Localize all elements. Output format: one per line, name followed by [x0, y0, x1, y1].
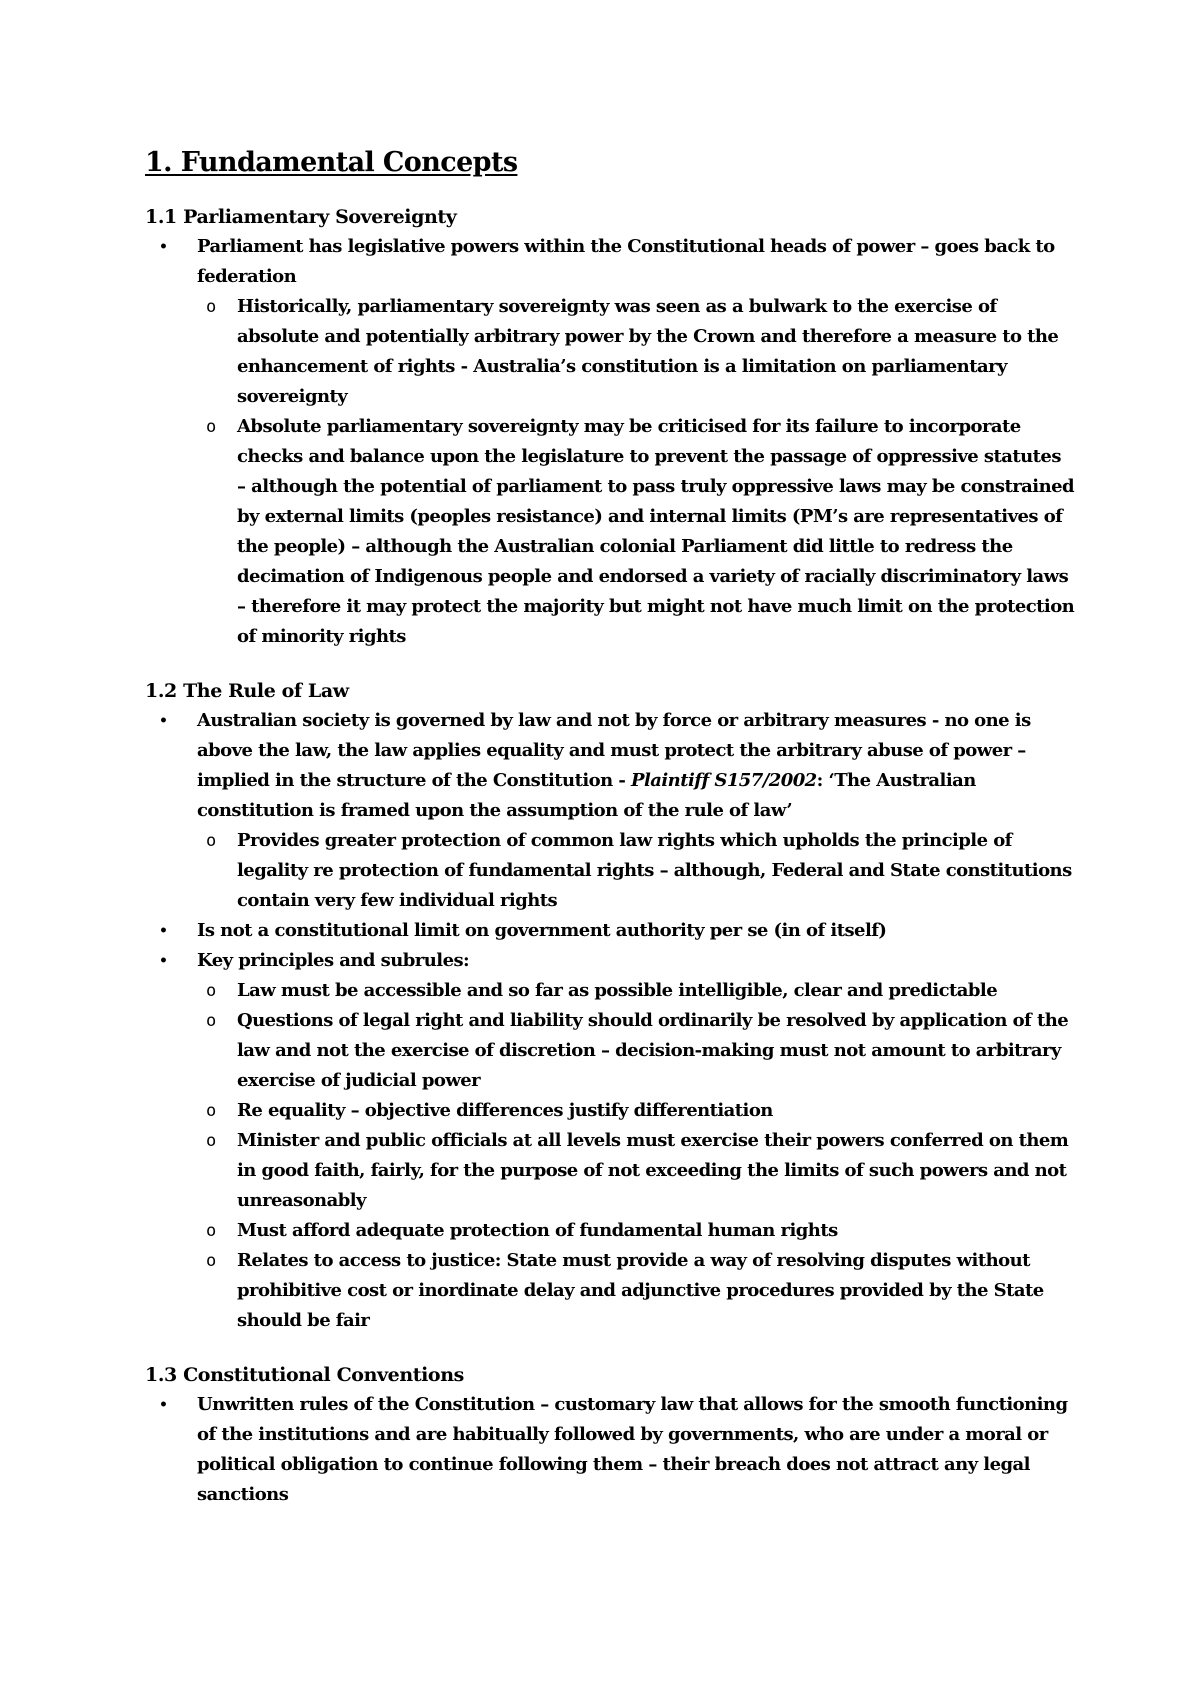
sub-text: Questions of legal right and liability should ordinarily be resolved by application of the law and not the exercise of discretion – decision-making must not amount to arbitrary exercise of judicial power: [237, 1010, 1069, 1091]
sub-item: [197, 1096, 1075, 1126]
sub-list: [197, 292, 1075, 652]
section-parliamentary-sovereignty: [145, 202, 1075, 652]
bullet-text: Key principles and subrules:: [197, 950, 470, 971]
section-heading: 1.1 Parliamentary Sovereignty: [145, 206, 457, 228]
document-title: 1. Fundamental Concepts: [145, 147, 518, 178]
sub-marker: o: [206, 1221, 216, 1241]
section-constitutional-conventions: [145, 1360, 1075, 1510]
bullet-item: [145, 706, 1075, 916]
sub-text: Historically, parliamentary sovereignty was seen as a bulwark to the exercise of absolute and potentially arbitrary power by the Crown and therefore a measure to the enhancement of rights - Australia’s constitution is a limitation on parliamentary sovereignty: [237, 296, 1059, 407]
sub-text: Relates to access to justice: State must provide a way of resolving disputes without prohibitive cost or inordinate delay and adjunctive procedures provided by the State should be fair: [237, 1250, 1044, 1331]
sub-marker: o: [206, 297, 216, 317]
bullet-text: Is not a constitutional limit on government authority per se (in of itself): [197, 920, 887, 941]
bullet-list: [145, 1390, 1075, 1510]
section-rule-of-law: [145, 676, 1075, 1336]
bullet-item: [145, 232, 1075, 652]
bullet-list: [145, 232, 1075, 652]
sub-list: [197, 976, 1075, 1336]
sub-marker: o: [206, 831, 216, 851]
sub-marker: o: [206, 1101, 216, 1121]
bullet-marker: •: [159, 1397, 168, 1413]
sub-marker: o: [206, 981, 216, 1001]
bullet-list: [145, 706, 1075, 1336]
sub-text: Provides greater protection of common law rights which upholds the principle of legality re protection of fundamental rights – although, Federal and State constitutions contain very few individual rights: [237, 830, 1072, 911]
bullet-text: Australian society is governed by law and not by force or arbitrary measures - no one is above the law, the law applies equality and must protect the arbitrary abuse of power – implied in the structure of the Constitution -: [197, 710, 1031, 791]
bullet-marker: •: [159, 713, 168, 729]
section-heading: 1.2 The Rule of Law: [145, 680, 349, 702]
sub-text: Must afford adequate protection of fundamental human rights: [237, 1220, 838, 1241]
bullet-item: [145, 1390, 1075, 1510]
sub-text: Re equality – objective differences justify differentiation: [237, 1100, 773, 1121]
bullet-text: Unwritten rules of the Constitution – customary law that allows for the smooth functioning of the institutions and are habitually followed by governments, who are under a moral or political obligation to continue following them – their breach does not attract any legal sanctions: [197, 1394, 1068, 1505]
sub-marker: o: [206, 1251, 216, 1271]
sub-item: [197, 412, 1075, 652]
sub-text: Law must be accessible and so far as possible intelligible, clear and predictable: [237, 980, 998, 1001]
sub-text: Absolute parliamentary sovereignty may be criticised for its failure to incorporate checks and balance upon the legislature to prevent the passage of oppressive statutes – although the potential of parliament to pass truly oppressive laws may be constrained by external limits (peoples resistance) and internal limits (PM’s are representatives of the people) – although the Australian colonial Parliament did little to redress the decimation of Indigenous people and endorsed a variety of racially discriminatory laws – therefore it may protect the majority but might not have much limit on the protection of minority rights: [237, 416, 1075, 647]
sub-text: Minister and public officials at all levels must exercise their powers conferred on them in good faith, fairly, for the purpose of not exceeding the limits of such powers and not unreasonably: [237, 1130, 1069, 1211]
bullet-item: [145, 916, 1075, 946]
bullet-text: Parliament has legislative powers within the Constitutional heads of power – goes back to federation: [197, 236, 1055, 287]
document-page: [145, 146, 1075, 1534]
sub-marker: o: [206, 1131, 216, 1151]
sub-item: [197, 292, 1075, 412]
section-heading: 1.3 Constitutional Conventions: [145, 1364, 464, 1386]
bullet-item: [145, 946, 1075, 1336]
bullet-marker: •: [159, 953, 168, 969]
sub-list: [197, 826, 1075, 916]
sub-item: [197, 976, 1075, 1006]
bullet-text: : ‘The Australian constitution is framed upon the assumption of the rule of law’: [197, 770, 976, 821]
sub-marker: o: [206, 1011, 216, 1031]
sub-item: [197, 1006, 1075, 1096]
sub-item: [197, 1216, 1075, 1246]
bullet-marker: •: [159, 923, 168, 939]
case-citation: Plaintiff S157/2002: [631, 770, 817, 791]
bullet-marker: •: [159, 239, 168, 255]
sub-item: [197, 1246, 1075, 1336]
sub-item: [197, 826, 1075, 916]
sub-marker: o: [206, 417, 216, 437]
sub-item: [197, 1126, 1075, 1216]
